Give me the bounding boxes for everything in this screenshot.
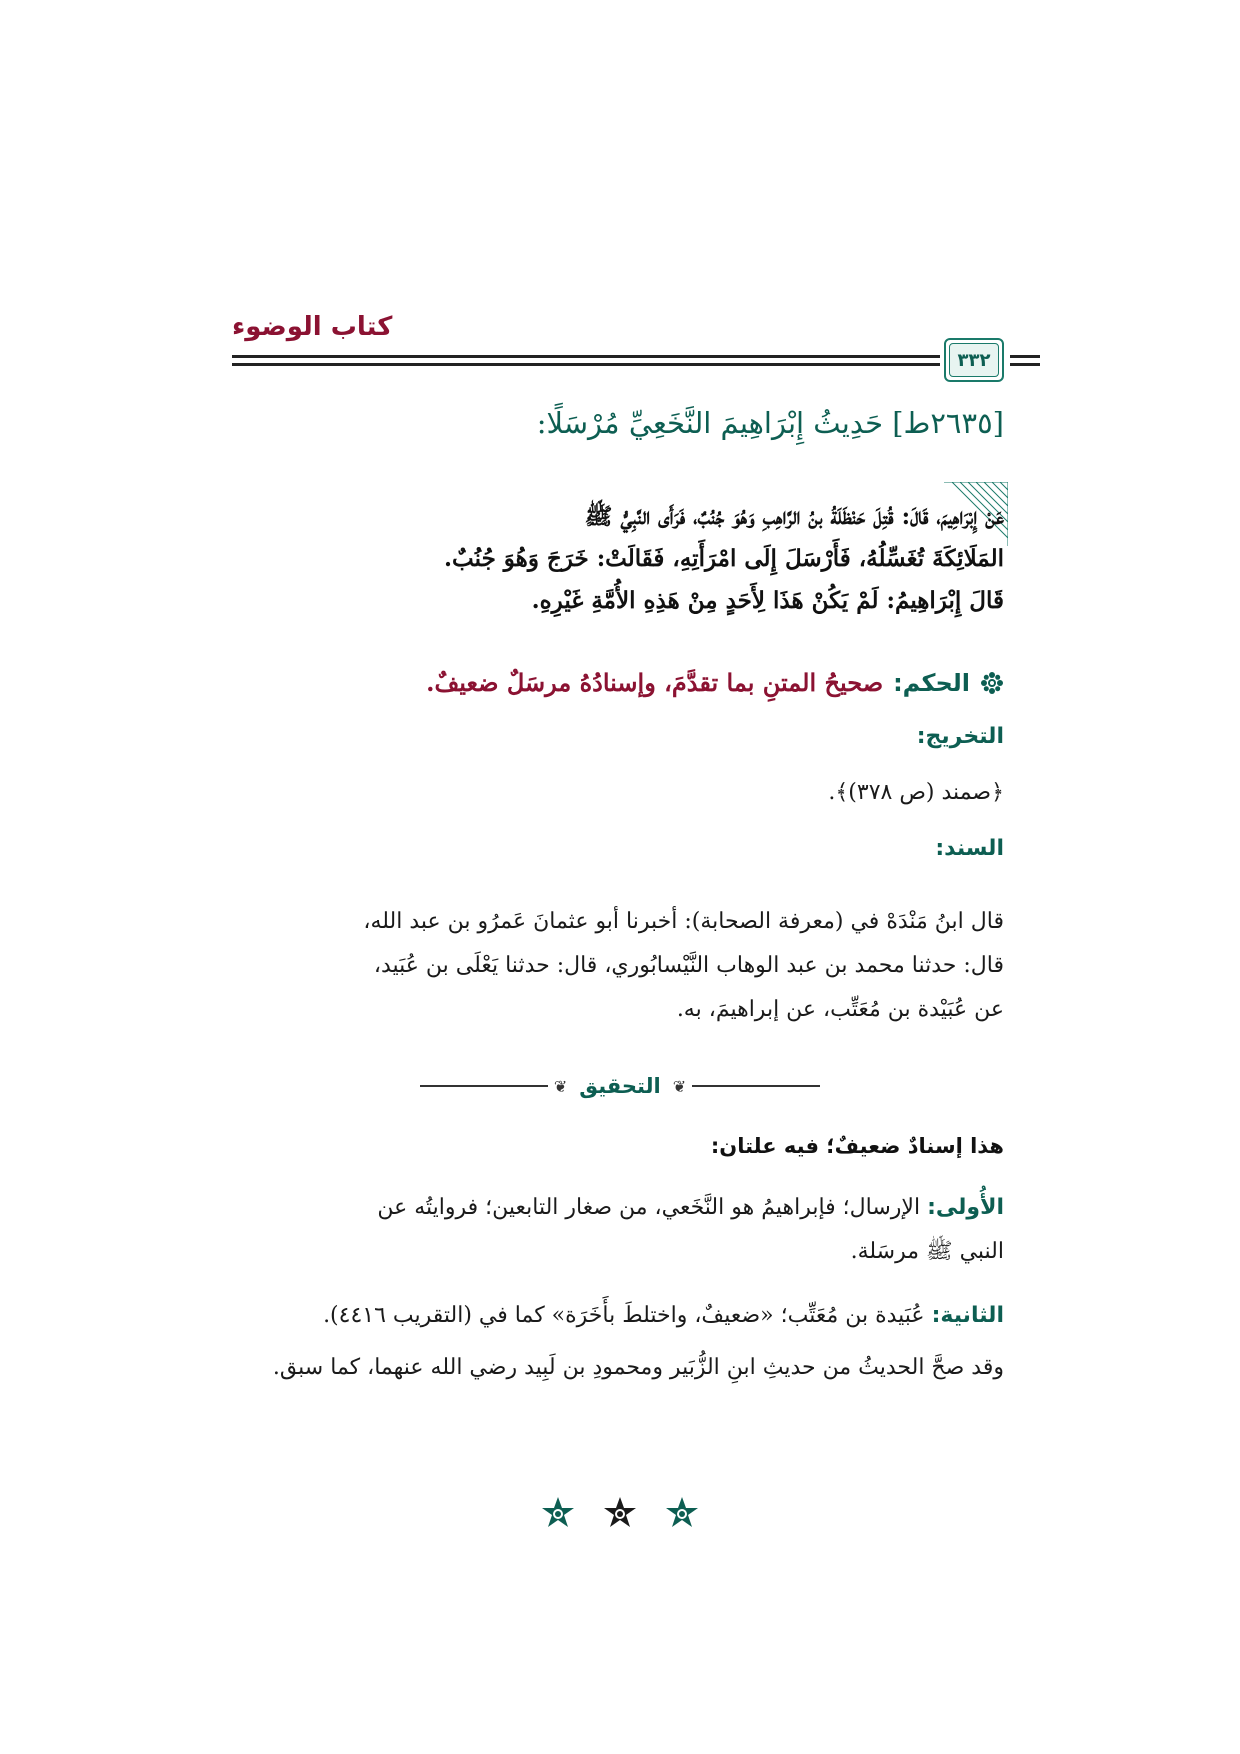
divider-line: [420, 1085, 548, 1087]
hadith-line: قَالَ إِبْرَاهِيمُ: لَمْ يَكُنْ هَذَا لِأَحَدٍ مِنْ هَذِهِ الأُمَّةِ غَيْرِهِ.: [531, 587, 1004, 614]
first-defect: [234, 1186, 1004, 1274]
hadith-title: [٢٦٣٥ط] حَدِيثُ إِبْرَاهِيمَ النَّخَعِيِّ مُرْسَلًا:: [536, 406, 1004, 440]
running-title: كتاب الوضوء: [232, 312, 393, 342]
ruling: [426, 668, 1004, 697]
first-defect-line: [234, 1186, 1004, 1230]
tahqiq-divider: [420, 1072, 820, 1100]
star-ornament-icon: [664, 1496, 700, 1532]
second-defect-text: عُبَيدة بن مُعَتِّب؛ «ضعيفٌ، واختلطَ بأَخَرَة» كما في (التقريب ٤٤١٦).: [323, 1303, 925, 1328]
page-number-frame: [944, 338, 1004, 382]
hadith-line: عَنْ إِبْرَاهِيمَ، قَالَ: قُتِلَ حَنْظَلَةُ بنُ الرَّاهِبِ وَهُوَ جُنُبٌ، فَرَأَى النَّبِيُّ ﷺ: [584, 503, 1004, 530]
hadith-line: المَلَائِكَةَ تُغَسِّلُهُ، فَأَرْسَلَ إِلَى امْرَأَتِهِ، فَقَالَتْ: خَرَجَ وَهُوَ جُنُبٌ.: [444, 545, 1004, 572]
page-number: ٣٣٢: [949, 343, 999, 377]
ruling-text: صحيحُ المتنِ بما تقدَّمَ، وإسنادُهُ مرسَلٌ ضعيفٌ.: [426, 668, 884, 697]
divider-line: [692, 1085, 820, 1087]
header-rule-bottom: [232, 363, 940, 366]
isnad-text: [234, 900, 1004, 1032]
isnad-line: قال: حدثنا محمد بن عبد الوهاب النَّيْسابُوري، قال: حدثنا يَعْلَى بن عُبَيد،: [373, 953, 1004, 978]
takhrij-heading: التخريج:: [916, 724, 1004, 749]
first-defect-text: الإرسال؛ فإبراهيمُ هو النَّخَعي، من صغار التابعين؛ فروايتُه عن: [377, 1195, 921, 1220]
isnad-line: عن عُبَيْدة بن مُعَتِّب، عن إبراهيمَ، به.: [676, 997, 1004, 1022]
isnad-line: قال ابنُ مَنْدَهْ في (معرفة الصحابة): أخبرنا أبو عثمانَ عَمرُو بن عبد الله،: [363, 909, 1004, 934]
divider-ornament-icon: ❦: [553, 1076, 568, 1096]
tahqiq-label: التحقيق: [579, 1074, 661, 1098]
second-defect-lead: الثانية:: [931, 1303, 1004, 1328]
flower-ornament-icon: [980, 671, 1004, 695]
closing-note: [234, 1346, 1004, 1390]
star-ornament-icon: [602, 1496, 638, 1532]
second-defect-line: [234, 1294, 1004, 1338]
tahqiq-intro: هذا إسنادٌ ضعيفٌ؛ فيه علتان:: [710, 1134, 1004, 1158]
isnad-heading: السند:: [935, 836, 1004, 861]
takhrij-source: ﴿صمند (ص ٣٧٨)﴾.: [828, 780, 1004, 805]
header-rule-right-top: [1010, 355, 1040, 358]
hadith-text: [234, 496, 1004, 622]
header-rule-right-bottom: [1010, 363, 1040, 366]
second-defect: [234, 1294, 1004, 1338]
first-defect-line: النبي ﷺ مرسَلة.: [850, 1239, 1004, 1264]
header-rule-top: [232, 355, 940, 358]
first-defect-lead: الأُولى:: [927, 1195, 1004, 1220]
end-ornaments: [540, 1496, 700, 1532]
divider-ornament-icon: ❦: [672, 1076, 687, 1096]
closing-line: وقد صحَّ الحديثُ من حديثِ ابنِ الزُّبَير ومحمودِ بن لَبِيد رضي الله عنهما، كما سبق.: [272, 1355, 1004, 1380]
star-ornament-icon: [540, 1496, 576, 1532]
ruling-label: الحكم:: [893, 668, 970, 697]
